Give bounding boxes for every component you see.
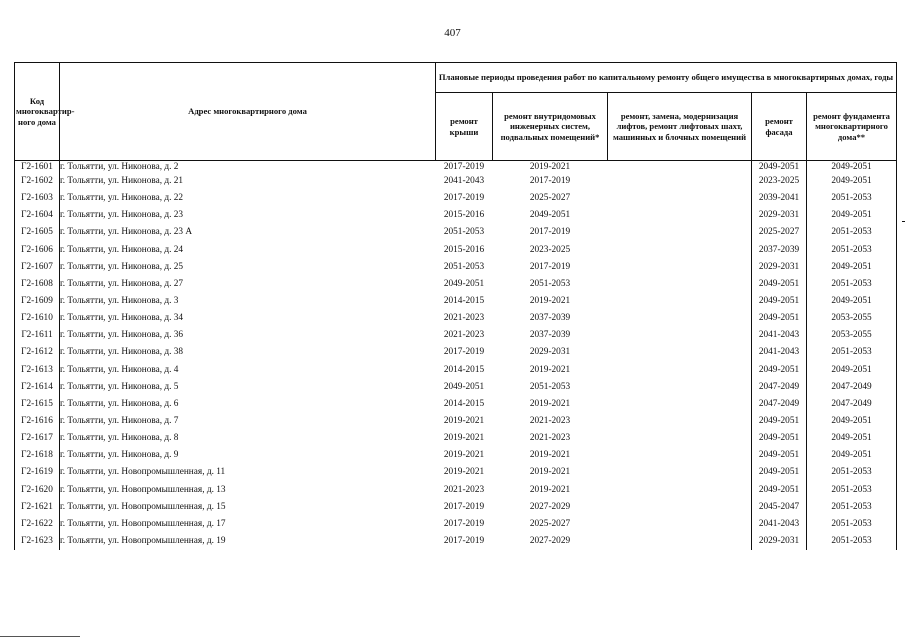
cell-systems: 2019-2021 [529,467,571,478]
cell-code: Г2-1619 [15,464,60,481]
cell-foundation: 2049-2051 [807,430,897,447]
table-row [15,276,897,293]
cell-facade: 2049-2051 [752,276,807,293]
cell-systems: 2019-2021 [529,364,571,375]
cell-address: г. Тольятти, ул. Никонова, д. 24 [60,242,436,259]
cell-code: Г2-1613 [15,362,60,379]
table-row [15,161,897,174]
cell-facade: 2041-2043 [752,327,807,344]
cell-facade: 2049-2051 [752,413,807,430]
table-row [15,224,897,241]
cell-code: Г2-1611 [15,327,60,344]
cell-systems: 2025-2027 [529,518,571,529]
cell-address: г. Тольятти, ул. Никонова, д. 36 [60,327,436,344]
table-row [15,413,897,430]
cell-systems: 2051-2053 [529,381,571,392]
cell-lifts [608,259,752,276]
table-row [15,482,897,499]
cell-address: г. Тольятти, ул. Новопромышленная, д. 11 [60,464,436,481]
cell-address: г. Тольятти, ул. Никонова, д. 23 [60,207,436,224]
cell-roof: 2021-2023 [443,484,485,495]
table-row [15,430,897,447]
cell-code: Г2-1607 [15,259,60,276]
cell-foundation: 2047-2049 [807,396,897,413]
cell-code: Г2-1601 [15,161,60,174]
table-row [15,464,897,481]
cell-facade: 2037-2039 [752,242,807,259]
cell-facade: 2029-2031 [752,207,807,224]
cell-facade: 2041-2043 [752,344,807,361]
cell-facade: 2049-2051 [752,447,807,464]
cell-facade: 2049-2051 [752,293,807,310]
cell-systems: 2023-2025 [529,244,571,255]
cell-lifts [608,362,752,379]
cell-roof: 2051-2053 [443,261,485,272]
cell-facade: 2041-2043 [752,516,807,533]
cell-foundation: 2049-2051 [807,207,897,224]
cell-roof: 2017-2019 [443,518,485,529]
cell-systems: 2017-2019 [529,227,571,238]
table-row [15,362,897,379]
cell-systems: 2019-2021 [529,296,571,307]
cell-foundation: 2049-2051 [807,161,897,174]
cell-roof: 2049-2051 [443,278,485,289]
cell-foundation: 2049-2051 [807,447,897,464]
cell-foundation: 2049-2051 [807,362,897,379]
cell-address: г. Тольятти, ул. Никонова, д. 7 [60,413,436,430]
cell-roof: 2014-2015 [443,296,485,307]
cell-lifts [608,379,752,396]
cell-foundation: 2051-2053 [807,242,897,259]
cell-lifts [608,224,752,241]
cell-lifts [608,516,752,533]
table-row [15,293,897,310]
cell-facade: 2049-2051 [752,161,807,174]
cell-foundation: 2051-2053 [807,482,897,499]
cell-facade: 2045-2047 [752,499,807,516]
cell-systems: 2025-2027 [529,193,571,204]
cell-facade: 2049-2051 [752,482,807,499]
cell-roof: 2041-2043 [443,176,485,187]
cell-roof: 2019-2021 [443,433,485,444]
cell-address: г. Тольятти, ул. Новопромышленная, д. 13 [60,482,436,499]
cell-address: г. Тольятти, ул. Новопромышленная, д. 15 [60,499,436,516]
cell-systems: 2037-2039 [529,313,571,324]
cell-foundation: 2051-2053 [807,533,897,550]
cell-code: Г2-1623 [15,533,60,550]
table-row [15,344,897,361]
cell-code: Г2-1605 [15,224,60,241]
cell-facade: 2049-2051 [752,464,807,481]
cell-systems: 2027-2029 [529,536,571,547]
cell-systems: 2019-2021 [529,450,571,461]
header-lifts: ремонт, замена, модернизация лифтов, ремонт лифтовых шахт, машинных и блочных помещений [608,93,752,161]
cell-code: Г2-1622 [15,516,60,533]
cell-lifts [608,293,752,310]
cell-address: г. Тольятти, ул. Никонова, д. 9 [60,447,436,464]
cell-roof: 2017-2019 [443,347,485,358]
cell-systems: 2051-2053 [529,278,571,289]
cell-lifts [608,482,752,499]
cell-code: Г2-1608 [15,276,60,293]
cell-facade: 2025-2027 [752,224,807,241]
cell-foundation: 2051-2053 [807,464,897,481]
cell-lifts [608,207,752,224]
cell-systems: 2019-2021 [529,398,571,409]
cell-foundation: 2051-2053 [807,499,897,516]
cell-address: г. Тольятти, ул. Никонова, д. 2 [60,161,436,174]
cell-lifts [608,533,752,550]
header-code: Код многоквартир-ного дома [15,63,60,161]
table-row [15,499,897,516]
header-facade: ремонт фасада [752,93,807,161]
cell-systems: 2017-2019 [529,176,571,187]
cell-foundation: 2051-2053 [807,276,897,293]
cell-address: г. Тольятти, ул. Никонова, д. 6 [60,396,436,413]
table-body [15,161,897,551]
table-header [15,63,897,161]
cell-address: г. Тольятти, ул. Никонова, д. 38 [60,344,436,361]
cell-roof: 2019-2021 [443,416,485,427]
cell-facade: 2049-2051 [752,362,807,379]
cell-lifts [608,396,752,413]
cell-facade: 2047-2049 [752,379,807,396]
table-row [15,190,897,207]
cell-code: Г2-1609 [15,293,60,310]
cell-foundation: 2053-2055 [807,327,897,344]
cell-systems: 2049-2051 [529,210,571,221]
scan-edge-mark [0,636,80,637]
table-row [15,379,897,396]
cell-address: г. Тольятти, ул. Никонова, д. 23 А [60,224,436,241]
cell-roof: 2019-2021 [443,450,485,461]
cell-facade: 2049-2051 [752,310,807,327]
table-row [15,242,897,259]
cell-address: г. Тольятти, ул. Никонова, д. 5 [60,379,436,396]
header-foundation: ремонт фундамента многоквартирного дома** [807,93,897,161]
cell-code: Г2-1606 [15,242,60,259]
cell-lifts [608,499,752,516]
cell-code: Г2-1618 [15,447,60,464]
cell-foundation: 2051-2053 [807,224,897,241]
cell-code: Г2-1614 [15,379,60,396]
cell-code: Г2-1615 [15,396,60,413]
cell-foundation: 2049-2051 [807,173,897,190]
cell-address: г. Тольятти, ул. Никонова, д. 8 [60,430,436,447]
capital-repair-schedule-table [14,62,897,550]
page-number: 407 [444,27,461,39]
table-row [15,327,897,344]
table-row [15,533,897,550]
cell-address: г. Тольятти, ул. Новопромышленная, д. 19 [60,533,436,550]
header-roof: ремонт крыши [436,93,493,161]
cell-lifts [608,464,752,481]
cell-address: г. Тольятти, ул. Никонова, д. 3 [60,293,436,310]
cell-lifts [608,344,752,361]
cell-roof: 2017-2019 [443,193,485,204]
cell-roof: 2051-2053 [443,227,485,238]
cell-code: Г2-1602 [15,173,60,190]
cell-foundation: 2047-2049 [807,379,897,396]
cell-lifts [608,190,752,207]
cell-systems: 2029-2031 [529,347,571,358]
cell-code: Г2-1620 [15,482,60,499]
cell-roof: 2015-2016 [443,210,485,221]
cell-systems: 2037-2039 [529,330,571,341]
cell-systems: 2019-2021 [529,484,571,495]
cell-foundation: 2049-2051 [807,259,897,276]
cell-code: Г2-1612 [15,344,60,361]
cell-code: Г2-1617 [15,430,60,447]
table-row [15,173,897,190]
cell-address: г. Тольятти, ул. Никонова, д. 27 [60,276,436,293]
cell-lifts [608,310,752,327]
table-row [15,259,897,276]
cell-code: Г2-1610 [15,310,60,327]
cell-lifts [608,161,752,174]
cell-lifts [608,327,752,344]
cell-code: Г2-1604 [15,207,60,224]
header-systems: ремонт внутридомовых инженерных систем, подвальных помещений* [493,93,608,161]
cell-roof: 2017-2019 [443,536,485,547]
cell-lifts [608,413,752,430]
cell-foundation: 2049-2051 [807,413,897,430]
cell-address: г. Тольятти, ул. Новопромышленная, д. 17 [60,516,436,533]
cell-roof: 2021-2023 [443,313,485,324]
cell-foundation: 2051-2053 [807,516,897,533]
cell-roof: 2017-2019 [443,161,485,172]
table-row [15,310,897,327]
cell-systems: 2021-2023 [529,416,571,427]
cell-roof: 2014-2015 [443,364,485,375]
cell-address: г. Тольятти, ул. Никонова, д. 22 [60,190,436,207]
cell-lifts [608,447,752,464]
cell-foundation: 2053-2055 [807,310,897,327]
cell-roof: 2015-2016 [443,244,485,255]
cell-foundation: 2049-2051 [807,293,897,310]
table-row [15,207,897,224]
cell-facade: 2023-2025 [752,173,807,190]
cell-lifts [608,173,752,190]
header-periods-group: Плановые периоды проведения работ по капитальному ремонту общего имущества в многоквартирных домах, годы [436,63,897,93]
cell-roof: 2021-2023 [443,330,485,341]
cell-facade: 2029-2031 [752,259,807,276]
cell-roof: 2014-2015 [443,398,485,409]
table-row [15,447,897,464]
cell-code: Г2-1616 [15,413,60,430]
cell-foundation: 2051-2053 [807,344,897,361]
cell-roof: 2049-2051 [443,381,485,392]
table-row [15,516,897,533]
cell-foundation: 2051-2053 [807,190,897,207]
cell-lifts [608,430,752,447]
cell-address: г. Тольятти, ул. Никонова, д. 34 [60,310,436,327]
cell-roof: 2017-2019 [443,501,485,512]
cell-lifts [608,242,752,259]
cell-roof: 2019-2021 [443,467,485,478]
cell-facade: 2049-2051 [752,430,807,447]
cell-systems: 2019-2021 [529,161,571,172]
cell-systems: 2027-2029 [529,501,571,512]
cell-systems: 2021-2023 [529,433,571,444]
cell-facade: 2029-2031 [752,533,807,550]
cell-address: г. Тольятти, ул. Никонова, д. 4 [60,362,436,379]
cell-lifts [608,276,752,293]
cell-code: Г2-1603 [15,190,60,207]
table-row [15,396,897,413]
cell-facade: 2039-2041 [752,190,807,207]
cell-code: Г2-1621 [15,499,60,516]
cell-address: г. Тольятти, ул. Никонова, д. 25 [60,259,436,276]
header-address: Адрес многоквартирного дома [60,63,436,161]
cell-facade: 2047-2049 [752,396,807,413]
cell-address: г. Тольятти, ул. Никонова, д. 21 [60,173,436,190]
cell-systems: 2017-2019 [529,261,571,272]
